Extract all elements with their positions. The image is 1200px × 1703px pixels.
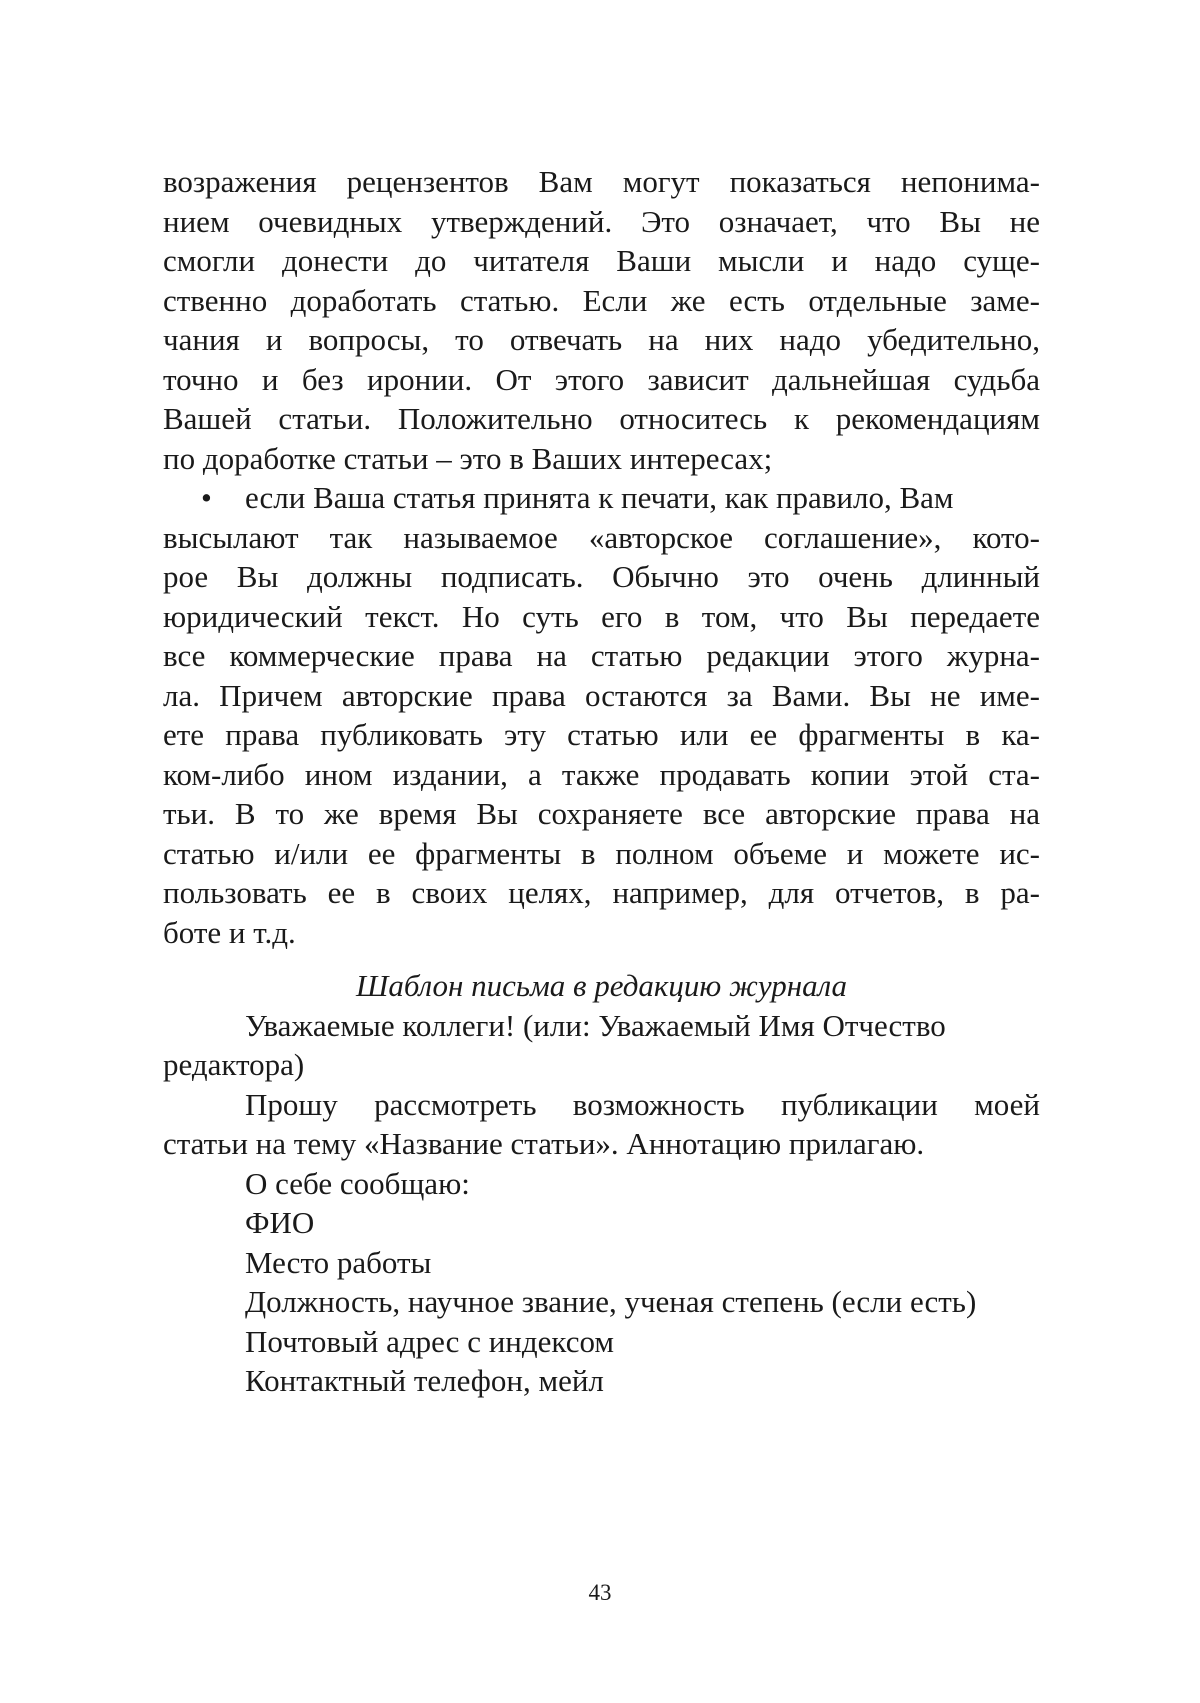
text-line: статью и/или ее фрагменты в полном объеме и можете ис- bbox=[163, 835, 1040, 871]
text-line: пользовать ее в своих целях, например, для отчетов, в ра- bbox=[163, 875, 1040, 910]
greeting-line: Уважаемые коллеги! (или: Уважаемый Имя Отчество bbox=[245, 1007, 946, 1043]
field-line: Контактный телефон, мейл bbox=[245, 1363, 604, 1398]
field-line: Должность, научное звание, ученая степень (если есть) bbox=[245, 1284, 977, 1319]
text-line: если Ваша статья принята к печати, как правило, Вам bbox=[245, 480, 954, 515]
page-number: 43 bbox=[588, 1580, 612, 1605]
about-intro: О себе сообщаю: bbox=[245, 1165, 470, 1201]
bullet-marker: • bbox=[201, 480, 212, 515]
greeting-line: редактора) bbox=[163, 1047, 305, 1082]
text-line: тьи. В то же время Вы сохраняете все авторские права на bbox=[163, 796, 1040, 831]
field-line: Почтовый адрес с индексом bbox=[245, 1323, 614, 1359]
text-line: ственно доработать статью. Если же есть отдельные заме- bbox=[163, 282, 1040, 318]
text-line: ком-либо ином издании, а также продавать копии этой ста- bbox=[163, 756, 1040, 792]
text-line: все коммерческие права на статью редакции этого журна- bbox=[163, 638, 1040, 673]
text-line: юридический текст. Но суть его в том, что Вы передаете bbox=[163, 598, 1040, 634]
text-line: точно и без иронии. От этого зависит дальнейшая судьба bbox=[163, 361, 1040, 397]
text-line: высылают так называемое «авторское соглашение», кото- bbox=[163, 519, 1040, 555]
text-line: по доработке статьи – это в Ваших интересах; bbox=[163, 440, 773, 476]
bullet-first-line bbox=[163, 478, 1040, 518]
field-line: ФИО bbox=[245, 1205, 315, 1240]
page-body bbox=[163, 162, 1040, 1401]
text-line: рое Вы должны подписать. Обычно это очень длинный bbox=[163, 559, 1040, 594]
text-line: смогли донести до читателя Ваши мысли и надо суще- bbox=[163, 243, 1040, 278]
text-line: Вашей статьи. Положительно относитесь к рекомендациям bbox=[163, 401, 1040, 436]
text-line: боте и т.д. bbox=[163, 914, 296, 950]
field-line: Место работы bbox=[245, 1244, 432, 1280]
request-line: Прошу рассмотреть возможность публикации моей bbox=[245, 1086, 1040, 1122]
bullet-item bbox=[163, 478, 1040, 952]
letter-template bbox=[163, 1006, 1040, 1401]
text-line: чания и вопросы, то отвечать на них надо убедительно, bbox=[163, 322, 1040, 357]
section-title: Шаблон письма в редакцию журнала bbox=[355, 968, 848, 1003]
text-line: ете права публиковать эту статью или ее фрагменты в ка- bbox=[163, 717, 1040, 752]
request-line: статьи на тему «Название статьи». Аннотацию прилагаю. bbox=[163, 1126, 925, 1161]
text-line: нием очевидных утверждений. Это означает, что Вы не bbox=[163, 203, 1040, 239]
text-line: возражения рецензентов Вам могут показаться непонима- bbox=[163, 164, 1040, 199]
paragraph-continued bbox=[163, 162, 1040, 478]
text-line: ла. Причем авторские права остаются за Вами. Вы не име- bbox=[163, 677, 1040, 713]
